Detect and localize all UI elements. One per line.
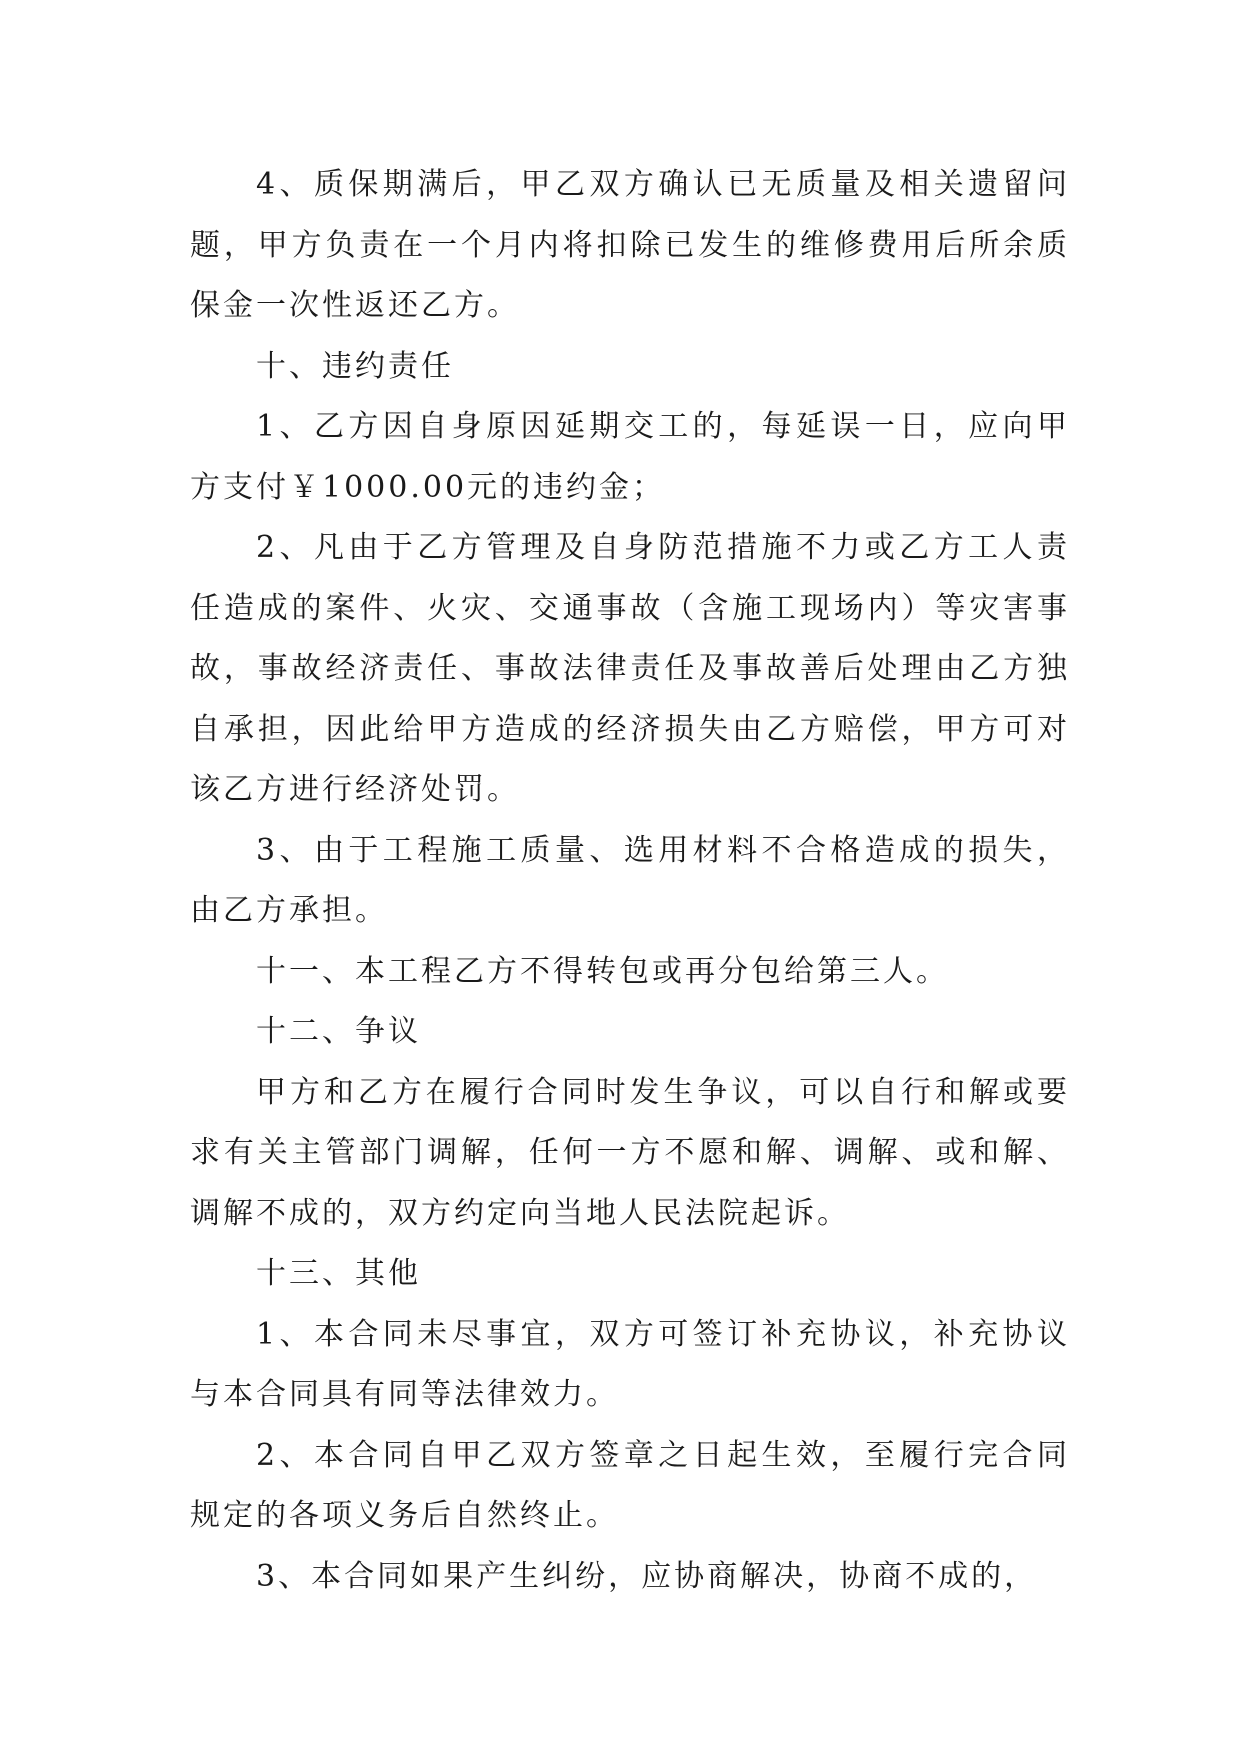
clause-other-1: 1、本合同未尽事宜，双方可签订补充协议，补充协议与本合同具有同等法律效力。 — [190, 1316, 1070, 1412]
section-heading-other: 十三、其他 — [256, 1256, 421, 1291]
section-heading-dispute: 十二、争议 — [256, 1014, 421, 1049]
section-heading-breach: 十、违约责任 — [256, 348, 454, 384]
clause-warranty-4: 4、质保期满后，甲乙双方确认已无质量及相关遗留问题，甲方负责在一个月内将扣除已发生的维修费用后所余质保金一次性返还乙方。 — [190, 167, 1070, 323]
contract-body — [190, 155, 1070, 1607]
clause-other-3: 3、本合同如果产生纠纷，应协商解决，协商不成的， — [256, 1558, 1038, 1594]
section-heading-subcontract: 十一、本工程乙方不得转包或再分包给第三人。 — [256, 953, 949, 989]
clause-other-2: 2、本合同自甲乙双方签章之日起生效，至履行完合同规定的各项义务后自然终止。 — [190, 1437, 1070, 1533]
clause-breach-3: 3、由于工程施工质量、选用材料不合格造成的损失，由乙方承担。 — [190, 832, 1070, 928]
clause-breach-1: 1、乙方因自身原因延期交工的，每延误一日，应向甲方支付￥1000.00元的违约金； — [190, 409, 1070, 505]
clause-breach-2: 2、凡由于乙方管理及自身防范措施不力或乙方工人责任造成的案件、火灾、交通事故（含施工现场内）等灾害事故，事故经济责任、事故法律责任及事故善后处理由乙方独自承担，因此给甲方造成的经济损失由乙方赔偿，甲方可对该乙方进行经济处罚。 — [190, 530, 1070, 807]
clause-dispute: 甲方和乙方在履行合同时发生争议，可以自行和解或要求有关主管部门调解，任何一方不愿和解、调解、或和解、调解不成的，双方约定向当地人民法院起诉。 — [190, 1074, 1070, 1231]
